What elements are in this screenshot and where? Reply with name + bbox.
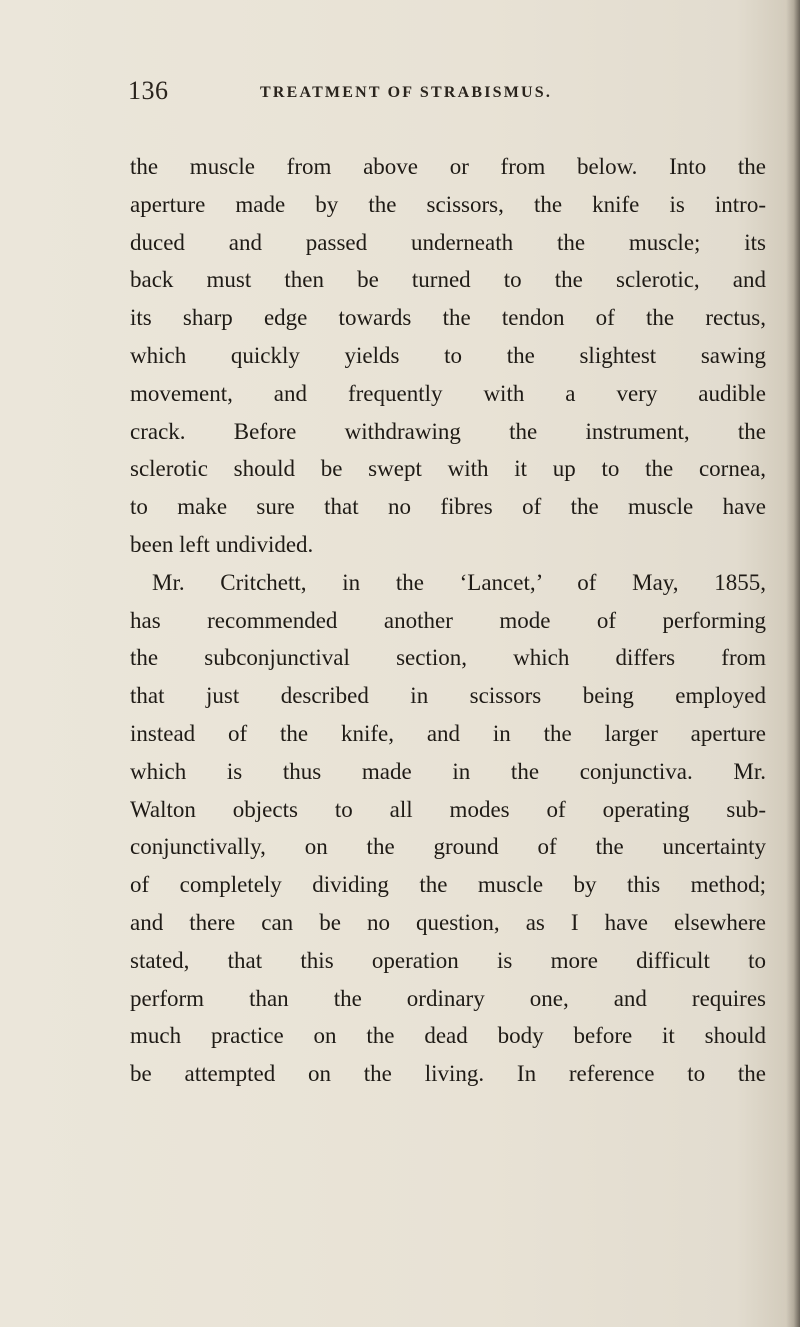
- text-line: stated, that this operation is more difficult to: [130, 947, 766, 973]
- text-line: the subconjunctival section, which differs from: [130, 645, 766, 671]
- page-header: [128, 76, 648, 116]
- text-line: that just described in scissors being employed: [130, 683, 766, 709]
- text-line: Walton objects to all modes of operating sub-: [130, 796, 766, 822]
- text-line: its sharp edge towards the tendon of the rectus,: [130, 305, 766, 331]
- text-line: much practice on the dead body before it should: [130, 1023, 766, 1049]
- text-line: which is thus made in the conjunctiva. Mr.: [130, 758, 766, 784]
- text-line: which quickly yields to the slightest sawing: [130, 342, 766, 368]
- text-line: has recommended another mode of performing: [130, 607, 766, 633]
- text-line: perform than the ordinary one, and requires: [130, 985, 766, 1011]
- text-line: been left undivided.: [130, 531, 314, 557]
- text-line: the muscle from above or from below. Into the: [130, 154, 766, 179]
- text-line: and there can be no question, as I have elsewhere: [130, 909, 766, 935]
- text-line: be attempted on the living. In reference to the: [130, 1061, 766, 1087]
- text-line: conjunctivally, on the ground of the uncertainty: [130, 834, 766, 860]
- body-text: [130, 148, 766, 1093]
- text-line: Mr. Critchett, in the ‘Lancet,’ of May, 1855,: [152, 569, 766, 595]
- text-line: back must then be turned to the sclerotic, and: [130, 267, 766, 293]
- text-line: sclerotic should be swept with it up to the cornea,: [130, 456, 766, 482]
- text-line: of completely dividing the muscle by this method;: [130, 872, 766, 898]
- text-line: movement, and frequently with a very audible: [130, 380, 766, 406]
- text-line: instead of the knife, and in the larger aperture: [130, 720, 766, 746]
- text-line: aperture made by the scissors, the knife is intro-: [130, 191, 766, 217]
- page-edge-shadow: [786, 0, 800, 1327]
- text-line: to make sure that no fibres of the muscle have: [130, 494, 766, 520]
- page-number: 136: [128, 76, 169, 105]
- running-head: TREATMENT OF STRABISMUS.: [260, 84, 553, 101]
- text-line: duced and passed underneath the muscle; its: [130, 229, 766, 255]
- text-line: crack. Before withdrawing the instrument, the: [130, 418, 766, 444]
